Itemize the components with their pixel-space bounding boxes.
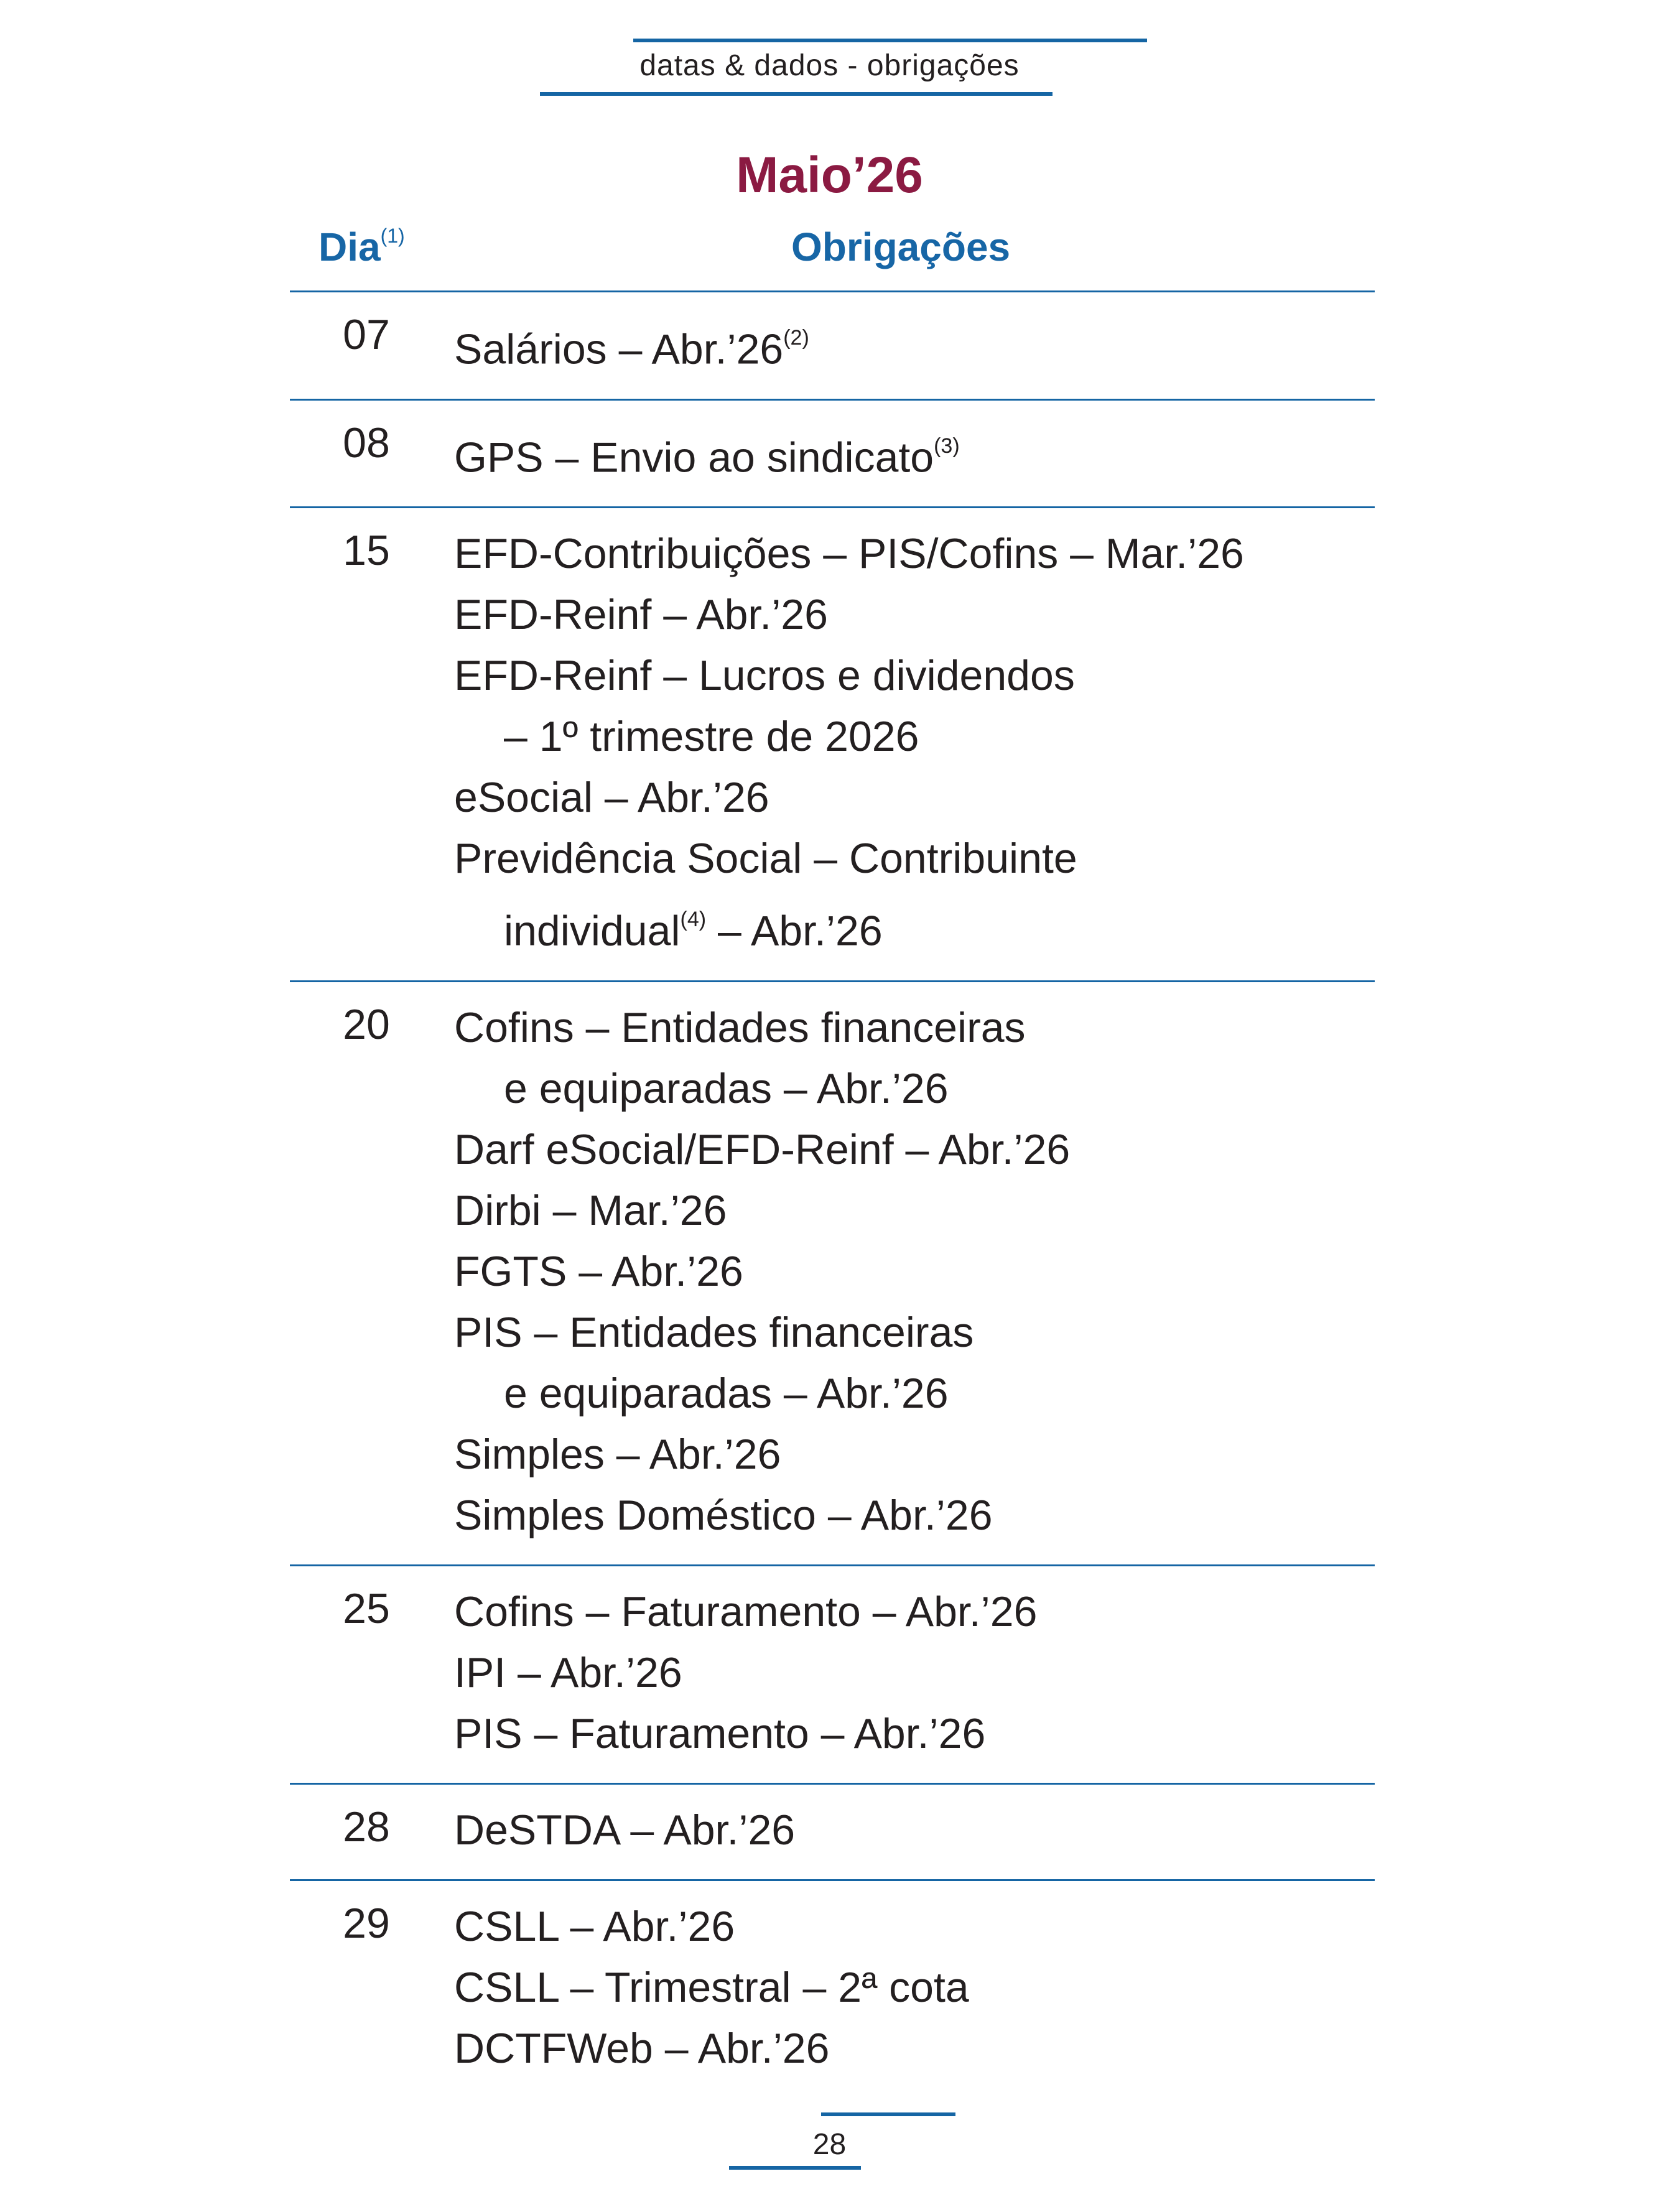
obligations-table <box>290 290 1375 2098</box>
obligation-item <box>454 1642 1375 1703</box>
obligation-item <box>454 1957 1375 2018</box>
obligation-text-continuation: – 1º trimestre de 2026 <box>504 713 919 761</box>
obligation-text: PIS – Faturamento – Abr.’26 <box>454 1709 986 1757</box>
section-header: datas & dados - obrigações <box>639 49 1020 82</box>
day-cell: 28 <box>343 1803 390 1851</box>
obligation-item <box>454 1302 1375 1424</box>
obligation-item <box>454 828 1375 962</box>
obligation-text: EFD-Contribuições – PIS/Cofins – Mar.’26 <box>454 530 1244 578</box>
obligation-item <box>454 767 1375 828</box>
obligation-item <box>454 523 1375 584</box>
header-rule-top <box>633 39 1147 42</box>
obligation-text: CSLL – Abr.’26 <box>454 1902 735 1950</box>
day-footnote-marker: (1) <box>380 225 405 248</box>
table-row <box>290 399 1375 507</box>
footnote-marker: (4) <box>680 908 707 932</box>
footer-rule-bottom <box>729 2166 861 2170</box>
obligation-text: eSocial – Abr.’26 <box>454 774 769 822</box>
obligation-item <box>454 645 1375 767</box>
table-row <box>290 1879 1375 2098</box>
obligation-text: EFD-Reinf – Lucros e dividendos <box>454 652 1075 700</box>
obligation-item <box>454 1800 1375 1861</box>
obligation-text: Salários – Abr.’26 <box>454 325 784 373</box>
obligation-item <box>454 2018 1375 2079</box>
obligation-text: DeSTDA – Abr.’26 <box>454 1806 796 1854</box>
obligation-item <box>454 997 1375 1119</box>
header-rule-bottom <box>540 92 1053 96</box>
obligations-column-header: Obrigações <box>791 225 1011 269</box>
footnote-marker: (2) <box>783 326 809 350</box>
obligation-text: EFD-Reinf – Abr.’26 <box>454 591 828 639</box>
obligation-text: Previdência Social – Contribuinte <box>454 835 1077 883</box>
footnote-marker: (3) <box>934 434 960 458</box>
obligation-list <box>454 1581 1375 1764</box>
table-row <box>290 1564 1375 1783</box>
page-title: Maio’26 <box>736 147 923 203</box>
obligation-item <box>454 1424 1375 1485</box>
obligation-item <box>454 1485 1375 1546</box>
obligation-text: Cofins – Entidades financeiras <box>454 1003 1026 1051</box>
table-row <box>290 980 1375 1564</box>
day-cell: 07 <box>343 311 390 358</box>
obligation-text: PIS – Entidades financeiras <box>454 1308 974 1356</box>
obligation-item <box>454 1703 1375 1764</box>
obligation-list <box>454 307 1375 380</box>
obligation-text: FGTS – Abr.’26 <box>454 1247 743 1295</box>
obligation-list <box>454 523 1375 962</box>
page-number: 28 <box>812 2128 847 2161</box>
day-cell: 29 <box>343 1899 390 1947</box>
day-cell: 25 <box>343 1584 390 1632</box>
obligation-item <box>454 1241 1375 1302</box>
obligation-item <box>454 416 1375 488</box>
obligation-item <box>454 1180 1375 1241</box>
day-cell: 15 <box>343 527 390 575</box>
obligation-list <box>454 997 1375 1546</box>
obligation-item <box>454 1119 1375 1180</box>
day-column-header: Dia$^{(1)}$ <box>318 225 405 269</box>
obligation-item <box>454 1896 1375 1957</box>
obligation-item <box>454 307 1375 380</box>
obligation-text: Dirbi – Mar.’26 <box>454 1186 727 1234</box>
obligation-text: Simples – Abr.’26 <box>454 1430 781 1478</box>
obligation-item <box>454 1581 1375 1642</box>
obligation-list <box>454 1896 1375 2079</box>
table-row <box>290 506 1375 980</box>
obligation-text: Cofins – Faturamento – Abr.’26 <box>454 1587 1038 1635</box>
obligation-text: IPI – Abr.’26 <box>454 1648 682 1696</box>
obligation-item <box>454 584 1375 645</box>
obligation-text-continuation: e equiparadas – Abr.’26 <box>504 1369 949 1417</box>
obligation-text: Darf eSocial/EFD-Reinf – Abr.’26 <box>454 1125 1071 1173</box>
obligation-list <box>454 416 1375 488</box>
obligation-list <box>454 1800 1375 1861</box>
obligation-text: CSLL – Trimestral – 2ª cota <box>454 1963 969 2011</box>
obligation-text-continuation: individual$^{(4)}$ – Abr.’26 <box>504 907 883 955</box>
table-row <box>290 290 1375 399</box>
obligation-text: Simples Doméstico – Abr.’26 <box>454 1491 993 1539</box>
table-row <box>290 1783 1375 1879</box>
day-cell: 08 <box>343 419 390 467</box>
footer-rule-top <box>821 2112 955 2116</box>
obligation-text: GPS – Envio ao sindicato <box>454 434 934 481</box>
day-cell: 20 <box>343 1000 390 1048</box>
obligation-text-continuation: e equiparadas – Abr.’26 <box>504 1064 949 1112</box>
obligation-text: DCTFWeb – Abr.’26 <box>454 2024 830 2072</box>
